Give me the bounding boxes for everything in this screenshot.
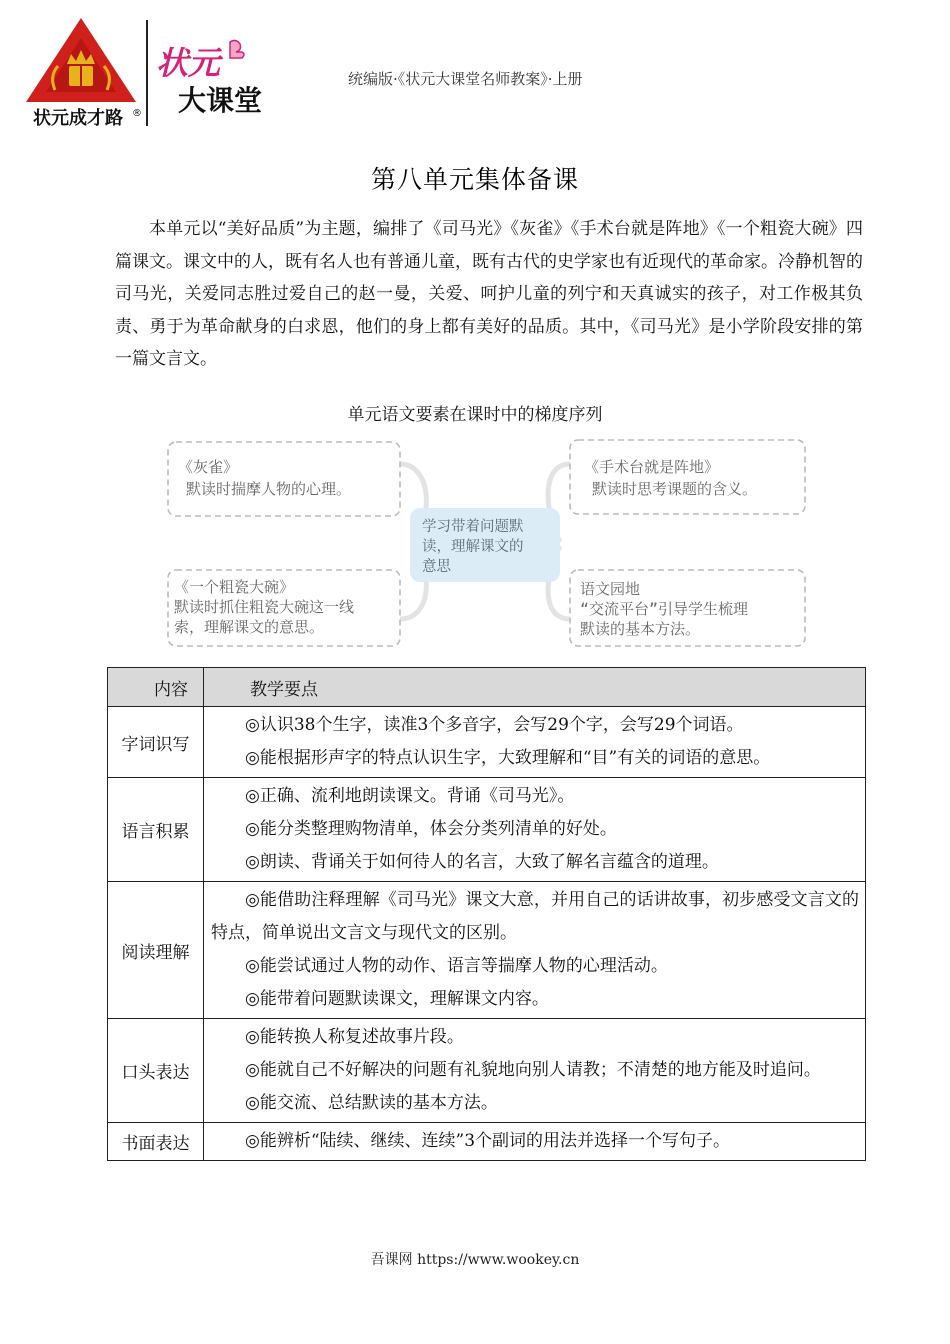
point: ◎能根据形声字的特点认识生字，大致理解和“目”有关的词语的意思。: [245, 748, 771, 768]
row-category: 阅读理解: [108, 882, 204, 1019]
logo-divider: [146, 20, 148, 126]
teaching-points-table: [107, 667, 866, 1161]
registered-mark: ®: [132, 108, 142, 119]
node-bottom-left-line1: 《一个粗瓷大碗》: [174, 578, 295, 596]
mind-map-diagram: [160, 434, 810, 654]
point: ◎认识38个生字，读准3个多音字，会写29个字，会写29个词语。: [245, 715, 744, 735]
center-node-line2: 读，理解课文的: [422, 539, 524, 555]
point: ◎能转换人称复述故事片段。: [245, 1027, 464, 1047]
table-row: [108, 1123, 866, 1161]
node-bottom-right-line1: 语文园地: [580, 580, 641, 598]
row-category: 语言积累: [108, 778, 204, 882]
row-points: [204, 1123, 866, 1161]
row-category: 口头表达: [108, 1019, 204, 1123]
logo-right-top-text: 状元: [156, 44, 221, 82]
edition-text: 统编版·《状元大课堂名师教案》·上册: [348, 70, 583, 88]
row-points: [204, 882, 866, 1019]
table-row: [108, 778, 866, 882]
node-top-left: [168, 442, 400, 516]
node-bottom-right-line2: “交流平台”引导学生梳理: [580, 600, 749, 618]
intro-paragraph: 本单元以“美好品质”为主题，编排了《司马光》《灰雀》《手术台就是阵地》《一个粗瓷大碗》四篇课文。课文中的人，既有名人也有普通儿童，既有古代的史学家也有近现代的革命家。冷静机智的司马光，关爱同志胜过爱自己的赵一曼，关爱、呵护儿童的列宁和天真诚实的孩子，对工作极其负责、勇于为革命献身的白求恩，他们的身上都有美好的品质。其中，《司马光》是小学阶段安排的第一篇文言文。: [115, 219, 863, 369]
point: ◎能就自己不好解决的问题有礼貌地向别人请教；不清楚的地方能及时追问。: [245, 1060, 821, 1080]
brand-logo-right: [152, 36, 272, 116]
node-bottom-left-line3: 索，理解课文的意思。: [174, 618, 325, 636]
table-row: [108, 1019, 866, 1123]
header-content: 内容: [108, 668, 204, 707]
table-row: [108, 707, 866, 778]
row-points: [204, 778, 866, 882]
header-points: 教学要点: [204, 668, 866, 707]
point: ◎能尝试通过人物的动作、语言等揣摩人物的心理活动。: [245, 956, 668, 976]
row-points: [204, 1019, 866, 1123]
diagram-caption: 单元语文要素在课时中的梯度序列: [347, 405, 603, 425]
node-bottom-left-line2: 默读时抓住粗瓷大碗这一线: [174, 598, 355, 616]
table-row: [108, 882, 866, 1019]
brand-logo-left: [22, 14, 140, 130]
point: ◎正确、流利地朗读课文。背诵《司马光》。: [245, 786, 575, 806]
node-top-left-line2: 默读时揣摩人物的心理。: [186, 480, 352, 498]
footer-text: 吾课网 https://www.wookey.cn: [370, 1252, 580, 1268]
row-category: 书面表达: [108, 1123, 204, 1161]
point: ◎朗读、背诵关于如何待人的名言，大致了解名言蕴含的道理。: [245, 852, 719, 872]
node-top-right-line2: 默读时思考课题的含义。: [592, 480, 758, 498]
page-title: 第八单元集体备课: [370, 165, 579, 194]
node-top-right: [570, 440, 805, 514]
point: ◎能分类整理购物清单，体会分类列清单的好处。: [245, 819, 617, 839]
table-header-row: [108, 668, 866, 707]
row-category: 字词识写: [108, 707, 204, 778]
center-node-line3: 意思: [422, 559, 451, 575]
logo-left-text: 状元成才路: [33, 108, 123, 129]
node-top-right-line1: 《手术台就是阵地》: [584, 458, 720, 476]
node-bottom-right-line3: 默读的基本方法。: [580, 620, 701, 638]
point: ◎能辨析“陆续、继续、连续”3个副词的用法并选择一个写句子。: [245, 1131, 731, 1151]
row-points: [204, 707, 866, 778]
point: ◎能带着问题默读课文，理解课文内容。: [245, 989, 549, 1009]
thumbs-up-icon: [230, 40, 244, 58]
point: ◎能交流、总结默读的基本方法。: [245, 1093, 498, 1113]
node-top-left-line1: 《灰雀》: [178, 458, 239, 476]
logo-right-bottom-text: 大课堂: [178, 84, 263, 117]
point: ◎能借助注释理解《司马光》课文大意，并用自己的话讲故事，初步感受文言文的特点，简单说出文言文与现代文的区别。: [211, 890, 859, 943]
center-node-line1: 学习带着问题默: [422, 519, 524, 535]
